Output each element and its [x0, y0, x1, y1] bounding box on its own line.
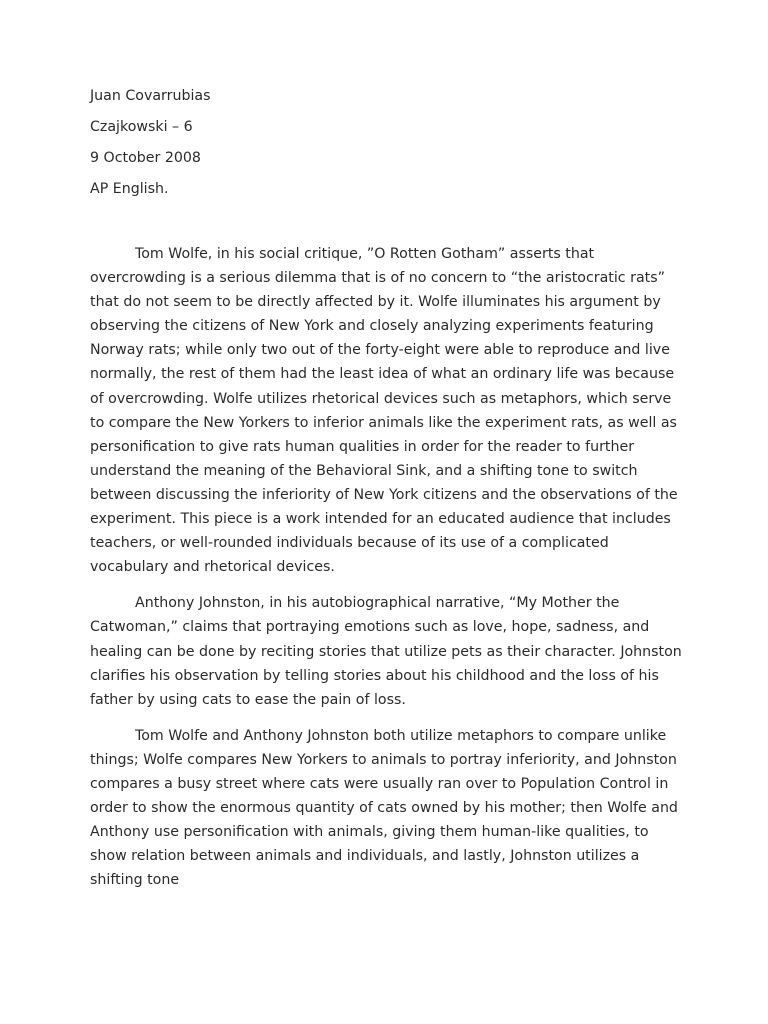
essay-body: [90, 242, 682, 892]
essay-date: 9 October 2008: [90, 150, 201, 166]
essay-document: [90, 86, 682, 892]
course-name: AP English.: [90, 181, 169, 197]
paragraph-johnston: Anthony Johnston, in his autobiographical narrative, “My Mother the Catwoman,” claims that portraying emotions such as love, hope, sadness, and healing can be done by reciting stories that utilize pets as their character. Johnston clarifies his observation by telling stories about his childhood and the loss of his father by using cats to ease the pain of loss.: [90, 595, 682, 708]
paragraph-wolfe: Tom Wolfe, in his social critique, ”O Rotten Gotham” asserts that overcrowding is a serious dilemma that is of no concern to “the aristocratic rats” that do not seem to be directly affected by it. Wolfe illuminates his argument by observing the citizens of New York and closely analyzing experiments featuring Norway rats; while only two out of the forty-eight were able to reproduce and live normally, the rest of them had the least idea of what an ordinary life was because of overcrowding. Wolfe utilizes rhetorical devices such as metaphors, which serve to compare the New Yorkers to inferior animals like the experiment rats, as well as personification to give rats human qualities in order for the reader to further understand the meaning of the Behavioral Sink, and a shifting tone to switch between discussing the inferiority of New York citizens and the observations of the experiment. This piece is a work intended for an educated audience that includes teachers, or well-rounded individuals because of its use of a complicated vocabulary and rhetorical devices.: [90, 246, 678, 576]
author-name: Juan Covarrubias: [90, 88, 211, 104]
teacher-period: Czajkowski – 6: [90, 119, 193, 135]
paragraph-comparison: Tom Wolfe and Anthony Johnston both utilize metaphors to compare unlike things; Wolfe compares New Yorkers to animals to portray inferiority, and Johnston compares a busy street where cats were usually ran over to Population Control in order to show the enormous quantity of cats owned by his mother; then Wolfe and Anthony use personification with animals, giving them human-like qualities, to show relation between animals and individuals, and lastly, Johnston utilizes a shifting tone: [90, 727, 678, 889]
essay-header: [90, 86, 682, 199]
